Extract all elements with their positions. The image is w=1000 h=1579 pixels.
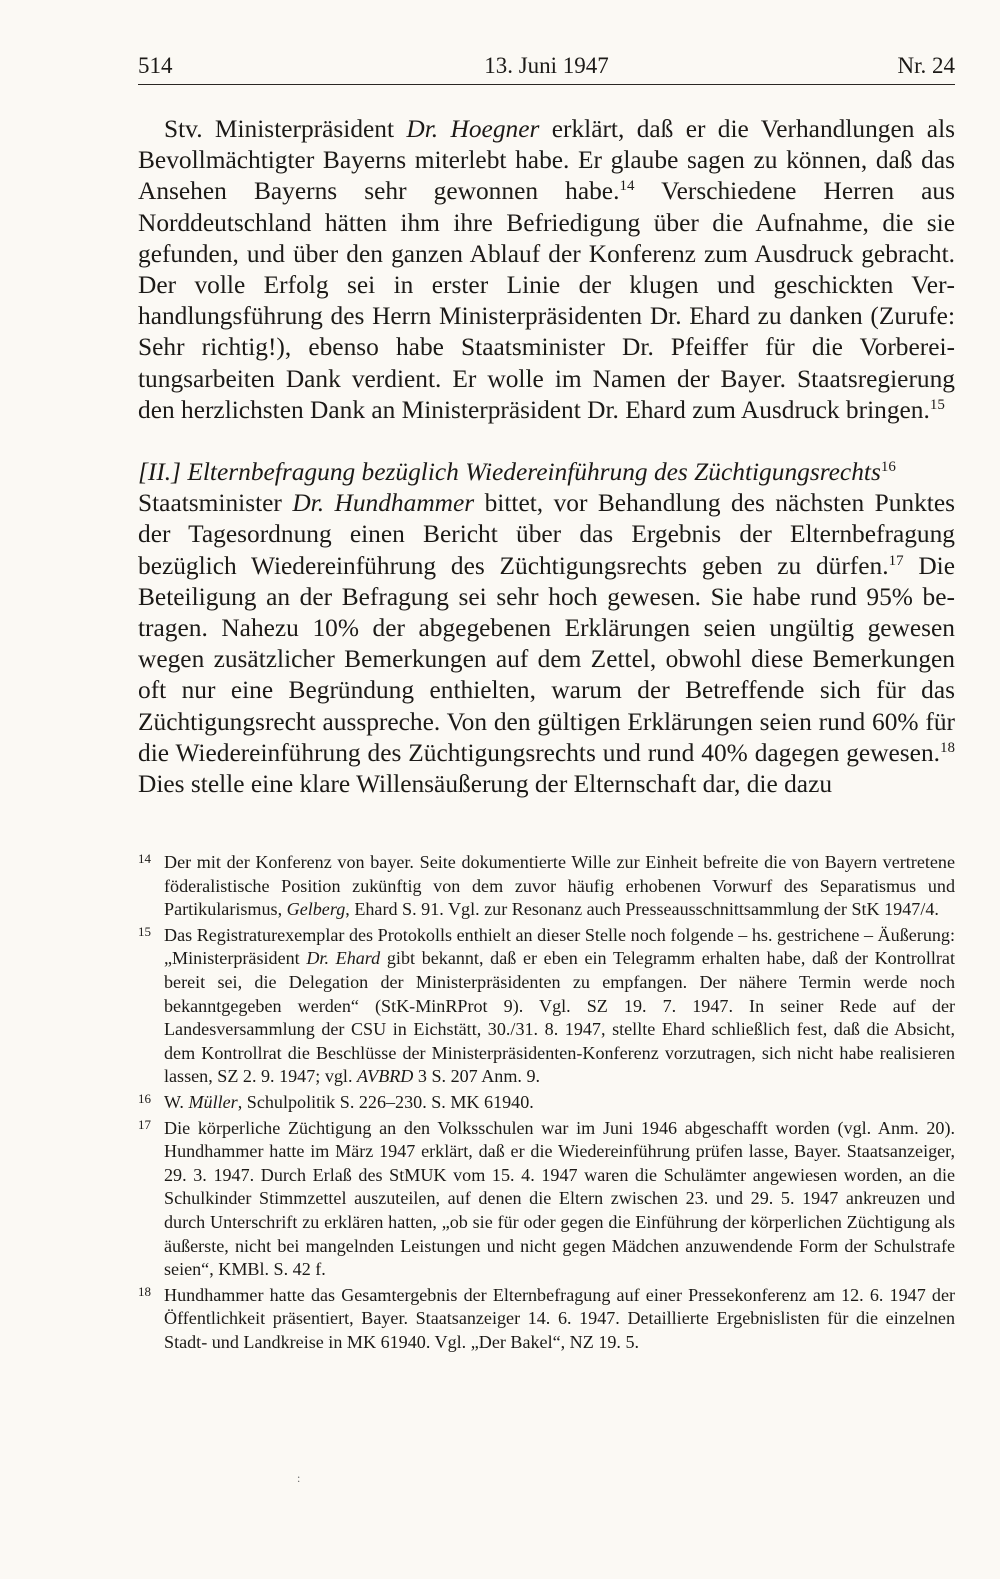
author-name: Gelberg [286, 899, 346, 920]
header-date: 13. Juni 1947 [484, 53, 609, 78]
footnote-text: W. [164, 1091, 189, 1112]
text-run: Die Beteiligung an der Befragung sei sehr hoch gewesen. Sie habe rund 95% betragen. Nahezu 10% der abgegebenen Erklärungen seien ungültig gewesen wegen zusätzlicher Bemerkungen auf dem Zettel, obwohl diese Bemerkungen oft nur eine Begründung enthielten, warum der Betreffende sich für das Züchtigungsrecht ausspreche. Von den gültigen Erklärungen seien rund 60% für die Wiedereinführung des Züchtigungsrechts und rund 40% dagegen gewesen. [138, 551, 955, 767]
footnote-ref-18[interactable]: 18 [940, 739, 955, 756]
speaker-name: Dr. Hoegner [406, 115, 540, 143]
main-text [138, 114, 955, 800]
footnote-number: 16 [138, 1090, 151, 1106]
print-mark: : [297, 1471, 301, 1485]
footnote-text: Hundhammer hatte das Gesamtergebnis der Elternbefragung auf einer Pressekonferenz am 12. 6. 1947 der Öffentlichkeit präsentiert, Bayer. Staatsanzeiger 14. 6. 1947. Detaillierte Ergebnislisten für die einzelnen Stadt- und Landkreise in MK 61940. Vgl. „Der Bakel“, NZ 19. 5. [164, 1284, 955, 1352]
footnote-number: 15 [138, 923, 151, 939]
text-run: erklärt, daß er die Verhandlungen als Bevollmächtigter Bayerns miterlebt habe. Er glaube sagen zu können, daß das Ansehen Bayerns sehr gewonnen habe. [138, 115, 956, 206]
paragraph-hoegner [138, 114, 955, 426]
footnote-number: 17 [138, 1116, 151, 1132]
footnote-16 [138, 1091, 955, 1115]
footnote-ref-17[interactable]: 17 [888, 552, 904, 569]
footnotes [138, 851, 955, 1356]
document-number: Nr. 24 [897, 53, 955, 78]
footnote-number: 18 [138, 1283, 151, 1299]
footnote-text: Der mit der Konferenz von bayer. Seite dokumentierte Wille zur Einheit befreite die von Bayern vertretene föderalistische Position zukünftig von dem zuvor häufig erhobenen Vorwurf des Separatismus und Partikularismus, [164, 852, 955, 920]
author-name: Müller [188, 1091, 238, 1112]
footnote-text: gibt bekannt, daß er eben ein Telegramm erhalten habe, daß der Kontrollrat bereit sei, die Delegation der Ministerpräsidenten zu empfangen. Der nähere Termin werde noch bekanntgegeben werden“ (StK-MinRProt 9). Vgl. SZ 19. 7. 1947. In seiner Rede auf der Landesversammlung der CSU in Eichstätt, 30./31. 8. 1947, stellte Ehard schließlich fest, daß die Absicht, dem Kontrollrat die Beschlüsse der Ministerpräsidenten-Konferenz vorzutragen, sich nicht habe realisieren lassen, SZ 2. 9. 1947; vgl. [164, 948, 955, 1087]
source-title: AVBRD [357, 1066, 414, 1087]
running-header [138, 48, 955, 85]
section-title: [II.] Elternbefragung bezüglich Wiedereinführung des Züchtigungsrechts [138, 458, 881, 487]
footnote-ref-16[interactable]: 16 [880, 459, 896, 476]
footnote-number: 14 [138, 851, 151, 866]
footnote-text: Die körperliche Züchtigung an den Volksschulen war im Juni 1946 abgeschafft worden (vgl. Anm. 20). Hundhammer hatte im März 1947 erklärt, daß er die Wiedereinführung prüfen lasse, Bayer. Staatsanzeiger, 29. 3. 1947. Durch Erlaß des StMUK vom 15. 4. 1947 waren die Schulämter angewiesen worden, an die Schulkinder Stimmzettel auszuteilen, auf denen die Eltern zwischen 23. und 29. 5. 1947 ankreuzen und durch Unterschrift zu erklären hatten, „ob sie für oder gegen die Einführung der körperlichen Züchtigung als äußerste, nicht bei mangelnden Leistungen und nicht gegen Mädchen anzuwendende Form der Schulstrafe seien“, KMBl. S. 42 f. [164, 1117, 955, 1280]
paragraph-hundhammer [138, 488, 955, 800]
speaker-name: Dr. Ehard [306, 948, 381, 969]
footnote-text: Das Registraturexemplar des Protokolls enthielt an dieser Stelle noch folgende – hs. gestrichene – Äußerung: „Ministerpräsident [164, 924, 955, 969]
footnote-14 [138, 851, 955, 922]
text-run: Verschiedene Herren aus Norddeutschland hätten ihm ihre Befriedigung über die Aufnahme, die sie gefunden, und über den ganzen Ablauf der Konferenz zum Ausdruck gebracht. Der volle Erfolg sei in erster Linie der klugen und geschickten Verhandlungsführung des Herrn Ministerpräsidenten Dr. Ehard zu danken (Zurufe: Sehr richtig!), ebenso habe Staatsminister Dr. Pfeiffer für die Vorbereitungsarbeiten Dank verdient. Er wolle im Namen der Bayer. Staatsregierung den herzlichsten Dank an Ministerpräsident Dr. Ehard zum Ausdruck bringen. [138, 177, 955, 424]
section-heading [138, 457, 955, 488]
text-run: Dies stelle eine klare Willensäußerung der Elternschaft dar, die dazu [138, 770, 833, 799]
footnote-ref-15[interactable]: 15 [929, 396, 945, 413]
footnote-text: 3 S. 207 Anm. 9. [413, 1066, 541, 1087]
footnote-text: , Ehard S. 91. Vgl. zur Resonanz auch Presseausschnittsammlung der StK 1947/4. [345, 899, 939, 920]
footnote-18 [138, 1284, 955, 1355]
speaker-name: Dr. Hundhammer [292, 489, 475, 518]
page-number: 514 [138, 53, 173, 78]
text-run: Staatsminister [138, 489, 293, 518]
text-run: bittet, vor Behandlung des nächsten Punktes der Tagesordnung einen Bericht über das Ergebnis der Elternbefragung bezüglich Wiedereinführung des Züchtigungsrechts geben zu dürfen. [138, 489, 955, 580]
footnote-ref-14[interactable]: 14 [619, 178, 635, 195]
footnote-17 [138, 1117, 955, 1282]
text-run: Stv. Ministerpräsident [164, 115, 407, 143]
footnote-15 [138, 924, 955, 1089]
footnote-text: , Schulpolitik S. 226–230. S. MK 61940. [237, 1091, 534, 1112]
